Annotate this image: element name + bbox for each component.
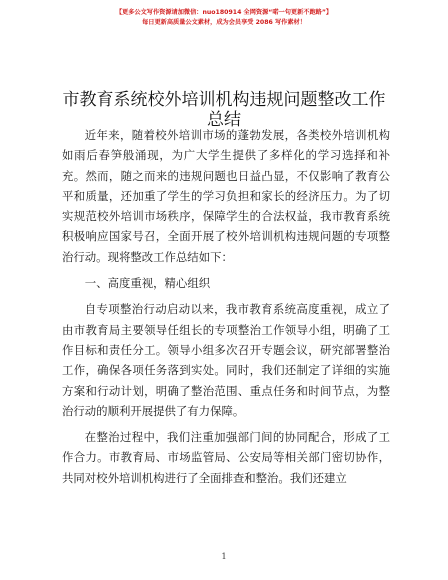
document-body: [62, 125, 390, 488]
promo-banner: [0, 8, 448, 27]
promo-banner-line-2: 每日更新高质量公文素材，成为会员享受 2086 写作素材！: [142, 19, 306, 26]
body-paragraph: 近年来，随着校外培训市场的蓬勃发展，各类校外培训机构如雨后春笋般涌现，为广大学生提供了多样化的学习选择和补充。然而，随之而来的违规问题也日益凸显，不仅影响了教育公平和质量，还加重了学生的学习负担和家长的经济压力。为了切实规范校外培训市场秩序，保障学生的合法权益，我市教育系统积极响应国家号召，全面开展了校外培训机构违规问题的专项整治行动。现将整改工作总结如下：: [62, 128, 390, 264]
body-paragraph: 在整治过程中，我们注重加强部门间的协同配合，形成了工作合力。市教育局、市场监管局、公安局等相关部门密切协作，共同对校外培训机构进行了全面排查和整治。我们还建立: [62, 430, 390, 485]
section-heading: 一、高度重视，精心组织: [84, 276, 211, 291]
document-title: 市教育系统校外培训机构违规问题整改工作总结: [62, 90, 386, 130]
body-paragraph: 自专项整治行动启动以来，我市教育系统高度重视，成立了由市教育局主要领导任组长的专项整治工作领导小组，明确了工作目标和责任分工。领导小组多次召开专题会议，研究部署整治工作，确保各项任务落到实处。同时，我们还制定了详细的实施方案和行动计划，明确了整治范围、重点任务和时间节点，为整治行动的顺利开展提供了有力保障。: [62, 302, 390, 418]
page-number: 1: [221, 552, 227, 561]
promo-banner-line-1: 【更多公文写作资源请加微信：nuo180914 全网资源“喏一句更新不跑路”】: [115, 9, 333, 16]
